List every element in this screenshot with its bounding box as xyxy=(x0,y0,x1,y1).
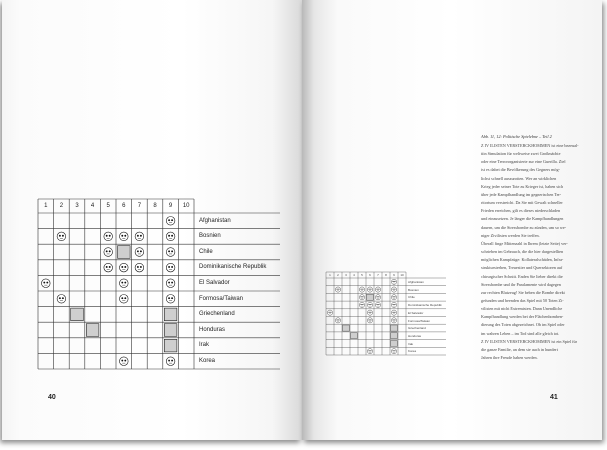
body-line: und einzusetzen. Je länger die Kampfhandlungen xyxy=(481,216,564,222)
skull-icon xyxy=(375,295,380,300)
skull-icon xyxy=(375,287,380,292)
column-number: 9 xyxy=(168,203,173,209)
skull-icon xyxy=(367,318,372,323)
shaded-cell xyxy=(343,325,349,331)
skull-icon xyxy=(375,302,380,307)
skull-icon xyxy=(367,287,372,292)
shaded-cell xyxy=(391,325,397,331)
country-label: El Salvador xyxy=(408,310,424,315)
skull-icon xyxy=(391,318,396,323)
skull-icon xyxy=(335,287,340,292)
skull-icon xyxy=(166,263,175,272)
skull-icon xyxy=(166,279,175,288)
skull-icon xyxy=(135,263,144,272)
country-label: Irak xyxy=(199,342,210,349)
country-label: Chile xyxy=(408,295,415,300)
body-line: ritorium verstreicht. Da Sie mit Gewalt schneller xyxy=(481,200,563,206)
country-label: Dominikanische Republik xyxy=(408,303,442,308)
skull-icon xyxy=(166,357,175,366)
skull-icon xyxy=(391,310,396,315)
skull-icon xyxy=(166,248,175,257)
column-number: 3 xyxy=(345,273,347,277)
skull-icon xyxy=(120,263,129,272)
body-line: niger Zivilisten werden Sie treffen. xyxy=(481,232,540,238)
column-number: 4 xyxy=(353,273,355,277)
country-label: Afghanistan xyxy=(199,217,231,224)
shaded-cell xyxy=(164,339,177,352)
column-number: 7 xyxy=(377,273,379,277)
skull-icon xyxy=(391,349,396,354)
column-number: 10 xyxy=(182,203,190,209)
column-number: 2 xyxy=(337,273,339,277)
shaded-cell xyxy=(351,333,357,339)
body-line: Jahren ihre Freude haben werden. xyxy=(481,355,538,361)
body-line: Z IV ILISTEN VERSTERCKHOMMEN ist eine bezeual- xyxy=(481,143,579,148)
column-number: 5 xyxy=(361,273,363,277)
country-label: Korea xyxy=(199,357,216,364)
shaded-cell xyxy=(391,340,397,346)
column-number: 10 xyxy=(400,273,404,277)
body-line: ist es dabei die Bevölkerung des Gegners mög- xyxy=(481,167,560,173)
body-line: schrieben im Gebrauch, die die hier dargestellten xyxy=(481,249,564,255)
skull-icon xyxy=(120,232,129,241)
skull-icon xyxy=(367,302,372,307)
skull-icon xyxy=(104,232,113,241)
skull-icon xyxy=(57,232,66,241)
figure-caption: Abb. 11, 12: Politische Spielebne – Teil 2 xyxy=(481,134,552,139)
skull-icon xyxy=(391,279,396,284)
column-number: 8 xyxy=(385,273,387,277)
skull-icon xyxy=(166,217,175,226)
body-line: struktursterben, Treuestier und Quersektoren auf xyxy=(481,265,563,271)
country-label: El Salvador xyxy=(199,279,230,286)
column-number: 1 xyxy=(329,273,331,277)
country-label: Bosnien xyxy=(199,233,221,240)
column-number: 6 xyxy=(369,273,371,277)
country-label: Honduras xyxy=(199,326,226,333)
grid-svg xyxy=(326,272,446,355)
column-number: 4 xyxy=(90,203,95,209)
skull-icon xyxy=(135,248,144,257)
body-line: gefunden und beenden das Spiel mit 50 Toten Zi- xyxy=(481,297,564,303)
body-line: vilisten mit nicht Extremisten. Dann Unendliche xyxy=(481,306,563,312)
skull-icon xyxy=(367,310,372,315)
country-label: Korea xyxy=(408,349,417,354)
shaded-cell xyxy=(367,294,373,300)
skull-icon xyxy=(359,295,364,300)
body-line: Überall finge Mittenzahl in Ihrem (letzte Seite) ver- xyxy=(481,240,568,246)
country-label: Chile xyxy=(199,248,213,255)
column-number: 3 xyxy=(75,203,79,209)
shaded-cell xyxy=(118,246,131,259)
country-grid-small xyxy=(326,272,448,372)
page-number-left: 40 xyxy=(48,394,56,401)
body-line: über jede Kampfhandlung im gegnerischen Ter- xyxy=(481,191,562,197)
skull-icon xyxy=(120,279,129,288)
body-line: im wahren Leben – im Tod sind alle gleich tot. xyxy=(481,330,560,336)
body-line: möglichen Kampfzüge: Kollateralschäden, Infra- xyxy=(481,257,564,263)
body-line: dierung des Toten abgezeichnet. Ob im Spiel oder xyxy=(481,322,565,328)
column-number: 8 xyxy=(153,203,157,209)
skull-icon xyxy=(166,295,175,304)
body-line: Krieg jeder seiner Tote zu Krieger ist, haben sich xyxy=(481,183,564,189)
country-label: Honduras xyxy=(408,333,422,338)
body-line: die ganze Familie, an dem sie auch in hundert xyxy=(481,346,558,352)
body-line: zur rechten Blutzeug! Sie beben die Bombe direkt xyxy=(481,289,565,295)
body-line: chirurgischer Schnitt. Enden Sie lieber direkt die xyxy=(481,273,563,279)
skull-icon xyxy=(327,310,332,315)
shaded-cell xyxy=(164,308,177,321)
skull-icon xyxy=(335,318,340,323)
shaded-cell xyxy=(164,324,177,337)
country-label: Griechenland xyxy=(199,311,235,318)
grid-svg xyxy=(38,199,280,369)
country-label: Griechenland xyxy=(408,326,426,331)
shaded-cell xyxy=(86,324,99,337)
body-line: Kampfhandlung werden bei der Flächenbomben- xyxy=(481,314,564,320)
body-line: lichst schnell auszurotten. Wer an wirklichen xyxy=(481,175,557,181)
body-line: Z IV ILISTEN VERSTERCKHOMMEN ist ein Spiel für xyxy=(481,338,578,344)
skull-icon xyxy=(391,302,396,307)
body-line: dauern, um die Stressbombe zu zünden, um so we- xyxy=(481,224,567,230)
shaded-cell xyxy=(71,308,84,321)
column-number: 1 xyxy=(44,203,48,209)
country-label: Irak xyxy=(408,341,414,346)
skull-icon xyxy=(104,248,113,257)
country-label: Bosnien xyxy=(408,287,419,292)
column-number: 5 xyxy=(106,203,110,209)
skull-icon xyxy=(42,279,51,288)
skull-icon xyxy=(135,232,144,241)
skull-icon xyxy=(120,295,129,304)
shaded-cell xyxy=(391,333,397,339)
body-text xyxy=(481,142,581,362)
skull-icon xyxy=(391,287,396,292)
skull-icon xyxy=(367,349,372,354)
column-number: 9 xyxy=(393,273,395,277)
body-line: tiin Simulation für weltweise zwei Großmächte xyxy=(481,151,561,157)
skull-icon xyxy=(359,287,364,292)
skull-icon xyxy=(57,295,66,304)
body-line: oder eine Terrororganisierte zur eine Guerilla. Ziel xyxy=(481,159,566,165)
skull-icon xyxy=(120,357,129,366)
country-label: Formosa/Taiwan xyxy=(408,318,431,323)
skull-icon xyxy=(359,302,364,307)
country-label: Formosa/Taiwan xyxy=(199,295,244,302)
column-number: 7 xyxy=(137,203,142,209)
body-line: Frieden erreichen, gilt es dieses niederschladen xyxy=(481,208,561,214)
column-number: 6 xyxy=(122,203,126,209)
country-label: Afghanistan xyxy=(408,280,424,284)
country-label: Dominikanische Republik xyxy=(199,264,267,271)
skull-icon xyxy=(104,263,113,272)
body-line: Stressbombe und ihr Paralamente wird dagegen xyxy=(481,281,561,287)
column-number: 2 xyxy=(59,203,64,209)
country-grid-large xyxy=(38,199,280,369)
page-number-right: 41 xyxy=(550,394,558,401)
skull-icon xyxy=(166,232,175,241)
skull-icon xyxy=(391,295,396,300)
